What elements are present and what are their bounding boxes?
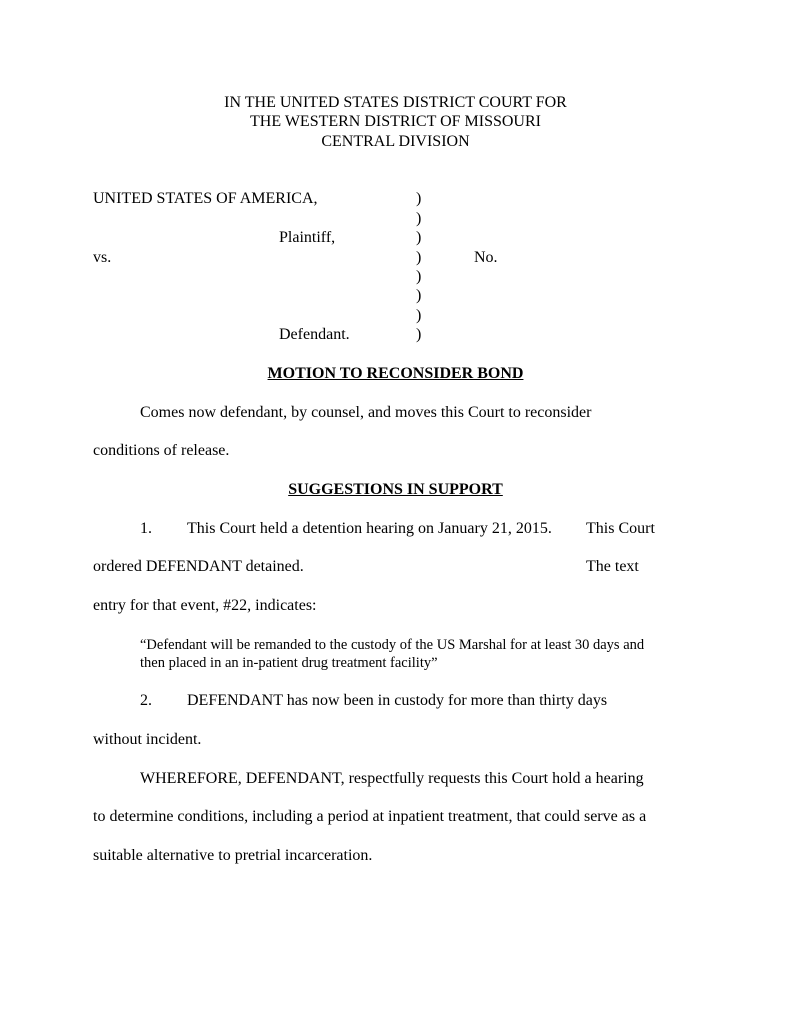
- court-header-line-3: CENTRAL DIVISION: [321, 133, 470, 150]
- caption-paren: ): [416, 229, 422, 246]
- versus-label: vs.: [93, 249, 112, 266]
- paragraph-1-line-1-tail: This Court: [586, 520, 655, 537]
- motion-body-line-2: conditions of release.: [93, 442, 230, 459]
- paragraph-2-line-2: without incident.: [93, 731, 202, 748]
- motion-title: MOTION TO RECONSIDER BOND: [267, 365, 524, 382]
- quote-line-1: “Defendant will be remanded to the custody of the US Marshal for at least 30 days and: [140, 637, 645, 653]
- paragraph-2-number: 2.: [140, 692, 152, 709]
- caption-paren: ): [416, 210, 422, 227]
- caption-paren: ): [416, 190, 422, 207]
- caption-paren: ): [416, 249, 422, 266]
- paragraph-1-line-3: entry for that event, #22, indicates:: [93, 597, 317, 614]
- quote-line-2: then placed in an in-patient drug treatment facility”: [140, 655, 438, 671]
- plaintiff-name: UNITED STATES OF AMERICA,: [93, 190, 318, 207]
- paragraph-2-line-1: DEFENDANT has now been in custody for more than thirty days: [187, 692, 608, 709]
- support-title: SUGGESTIONS IN SUPPORT: [288, 481, 503, 498]
- court-header-line-2: THE WESTERN DISTRICT OF MISSOURI: [250, 113, 541, 130]
- case-number-label: No.: [474, 249, 498, 266]
- caption-paren: ): [416, 268, 422, 285]
- caption-paren: ): [416, 287, 422, 304]
- caption-paren: ): [416, 307, 422, 324]
- paragraph-1-line-2: ordered DEFENDANT detained.: [93, 558, 304, 575]
- motion-body-line-1: Comes now defendant, by counsel, and moves this Court to reconsider: [140, 404, 592, 421]
- paragraph-1-line-1: This Court held a detention hearing on January 21, 2015.: [187, 520, 552, 537]
- wherefore-line-1: WHEREFORE, DEFENDANT, respectfully requests this Court hold a hearing: [140, 770, 644, 787]
- plaintiff-label: Plaintiff,: [279, 229, 336, 246]
- caption-paren: ): [416, 326, 422, 343]
- wherefore-line-2: to determine conditions, including a period at inpatient treatment, that could serve as a: [93, 808, 647, 825]
- court-header-line-1: IN THE UNITED STATES DISTRICT COURT FOR: [224, 94, 567, 111]
- wherefore-line-3: suitable alternative to pretrial incarceration.: [93, 847, 373, 864]
- paragraph-1-line-2-tail: The text: [586, 558, 639, 575]
- defendant-label: Defendant.: [279, 326, 350, 343]
- paragraph-1-number: 1.: [140, 520, 152, 537]
